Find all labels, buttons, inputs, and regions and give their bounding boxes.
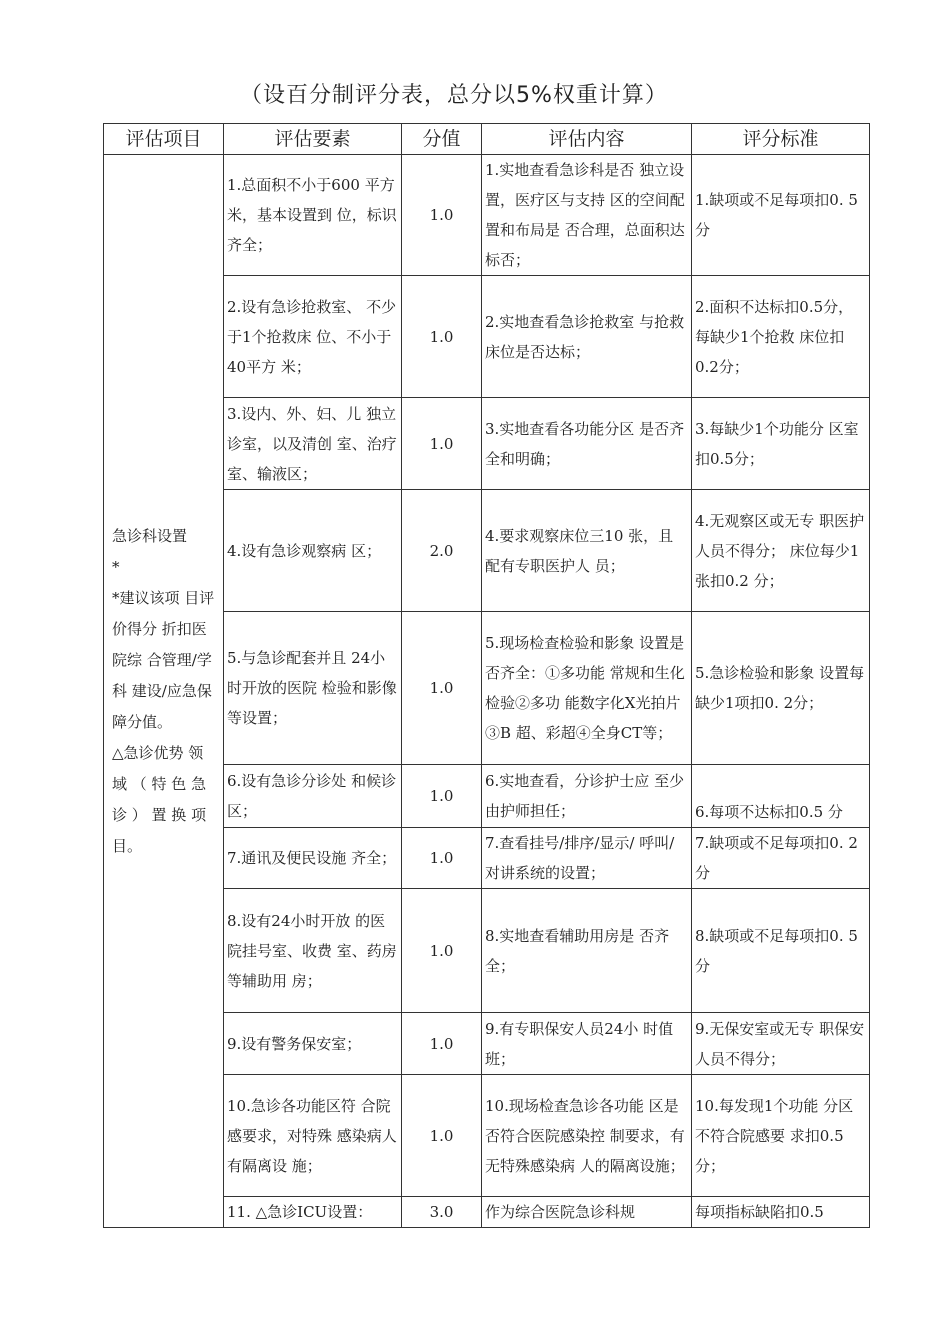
score-cell: 1.0 xyxy=(402,889,482,1013)
item-line: 目。 xyxy=(112,836,143,855)
item-line: * xyxy=(112,557,120,576)
element-cell: 4.设有急诊观察病 区； xyxy=(224,490,402,612)
standard-cell: 6.每项不达标扣0.5 分 xyxy=(692,765,870,828)
element-cell: 7.通讯及便民设施 齐全； xyxy=(224,828,402,889)
standard-cell: 7.缺项或不足每项扣0. 2分 xyxy=(692,828,870,889)
score-cell: 1.0 xyxy=(402,155,482,276)
element-cell: 11. △急诊ICU设置： xyxy=(224,1197,402,1228)
item-line: 价得分 折扣医 xyxy=(112,619,207,638)
item-line: 障分值。 xyxy=(112,712,173,731)
table-header-row xyxy=(104,124,870,155)
item-line: 诊 ） 置 换 项 xyxy=(112,805,207,824)
content-cell: 7.查看挂号/排序/显示/ 呼叫/对讲系统的设置； xyxy=(482,828,692,889)
score-cell: 1.0 xyxy=(402,765,482,828)
content-cell: 1.实地查看急诊科是否 独立设置，医疗区与支持 区的空间配置和布局是 否合理，总面积达标否； xyxy=(482,155,692,276)
content-cell: 8.实地查看辅助用房是 否齐全； xyxy=(482,889,692,1013)
page-title: （设百分制评分表，总分以5%权重计算） xyxy=(240,83,668,108)
item-line: 域 （ 特 色 急 xyxy=(112,774,207,793)
standard-cell: 4.无观察区或无专 职医护人员不得分； 床位每少1张扣0.2 分； xyxy=(692,490,870,612)
table-row xyxy=(104,155,870,276)
content-cell: 2.实地查看急诊抢救室 与抢救床位是否达标； xyxy=(482,276,692,398)
evaluation-table xyxy=(103,123,870,1228)
content-cell: 4.要求观察床位三10 张，且配有专职医护人 员； xyxy=(482,490,692,612)
item-line: 急诊科设置 xyxy=(112,526,188,545)
standard-cell: 5.急诊检验和影象 设置每缺少1项扣0. 2分； xyxy=(692,612,870,765)
element-cell: 1.总面积不小于600 平方米，基本设置到 位，标识齐全； xyxy=(224,155,402,276)
element-cell: 5.与急诊配套并且 24小时开放的医院 检验和影像等设置； xyxy=(224,612,402,765)
standard-cell: 9.无保安室或无专 职保安人员不得分； xyxy=(692,1013,870,1075)
item-cell xyxy=(104,155,224,1228)
standard-cell: 10.每发现1个功能 分区不符合院感要 求扣0.5分； xyxy=(692,1075,870,1197)
content-cell: 5.现场检查检验和影象 设置是否齐全：①多功能 常规和生化检验②多功 能数字化X光拍片③B 超、彩超④全身CT等； xyxy=(482,612,692,765)
header-standard: 评分标准 xyxy=(692,124,870,155)
item-line: 院综 合管理/学 xyxy=(112,650,212,669)
content-cell: 9.有专职保安人员24小 时值班； xyxy=(482,1013,692,1075)
score-cell: 1.0 xyxy=(402,276,482,398)
header-element: 评估要素 xyxy=(224,124,402,155)
element-cell: 10.急诊各功能区符 合院感要求，对特殊 感染病人有隔离设 施； xyxy=(224,1075,402,1197)
header-item: 评估项目 xyxy=(104,124,224,155)
standard-cell: 3.每缺少1个功能分 区室扣0.5分； xyxy=(692,398,870,490)
element-cell: 6.设有急诊分诊处 和候诊区； xyxy=(224,765,402,828)
standard-cell: 每项指标缺陷扣0.5 xyxy=(692,1197,870,1228)
header-score: 分值 xyxy=(402,124,482,155)
item-line: *建议该项 目评 xyxy=(112,588,215,607)
content-cell: 3.实地查看各功能分区 是否齐全和明确； xyxy=(482,398,692,490)
score-cell: 1.0 xyxy=(402,398,482,490)
score-cell: 1.0 xyxy=(402,1013,482,1075)
item-line: △急诊优势 领 xyxy=(112,743,204,762)
standard-cell: 1.缺项或不足每项扣0. 5分 xyxy=(692,155,870,276)
score-cell: 3.0 xyxy=(402,1197,482,1228)
item-line: 科 建设/应急保 xyxy=(112,681,212,700)
score-cell: 1.0 xyxy=(402,828,482,889)
element-cell: 3.设内、外、妇、儿 独立诊室，以及清创 室、治疗室、输液区； xyxy=(224,398,402,490)
score-cell: 1.0 xyxy=(402,612,482,765)
score-cell: 2.0 xyxy=(402,490,482,612)
score-cell: 1.0 xyxy=(402,1075,482,1197)
standard-cell: 8.缺项或不足每项扣0. 5分 xyxy=(692,889,870,1013)
content-cell: 作为综合医院急诊科规 xyxy=(482,1197,692,1228)
element-cell: 2.设有急诊抢救室、 不少于1个抢救床 位、不小于40平方 米； xyxy=(224,276,402,398)
element-cell: 8.设有24小时开放 的医院挂号室、收费 室、药房等辅助用 房； xyxy=(224,889,402,1013)
standard-cell: 2.面积不达标扣0.5分，每缺少1个抢救 床位扣0.2分； xyxy=(692,276,870,398)
header-content: 评估内容 xyxy=(482,124,692,155)
element-cell: 9.设有警务保安室； xyxy=(224,1013,402,1075)
content-cell: 10.现场检查急诊各功能 区是否符合医院感染控 制要求，有无特殊感染病 人的隔离设施； xyxy=(482,1075,692,1197)
content-cell: 6.实地查看，分诊护士应 至少由护师担任； xyxy=(482,765,692,828)
